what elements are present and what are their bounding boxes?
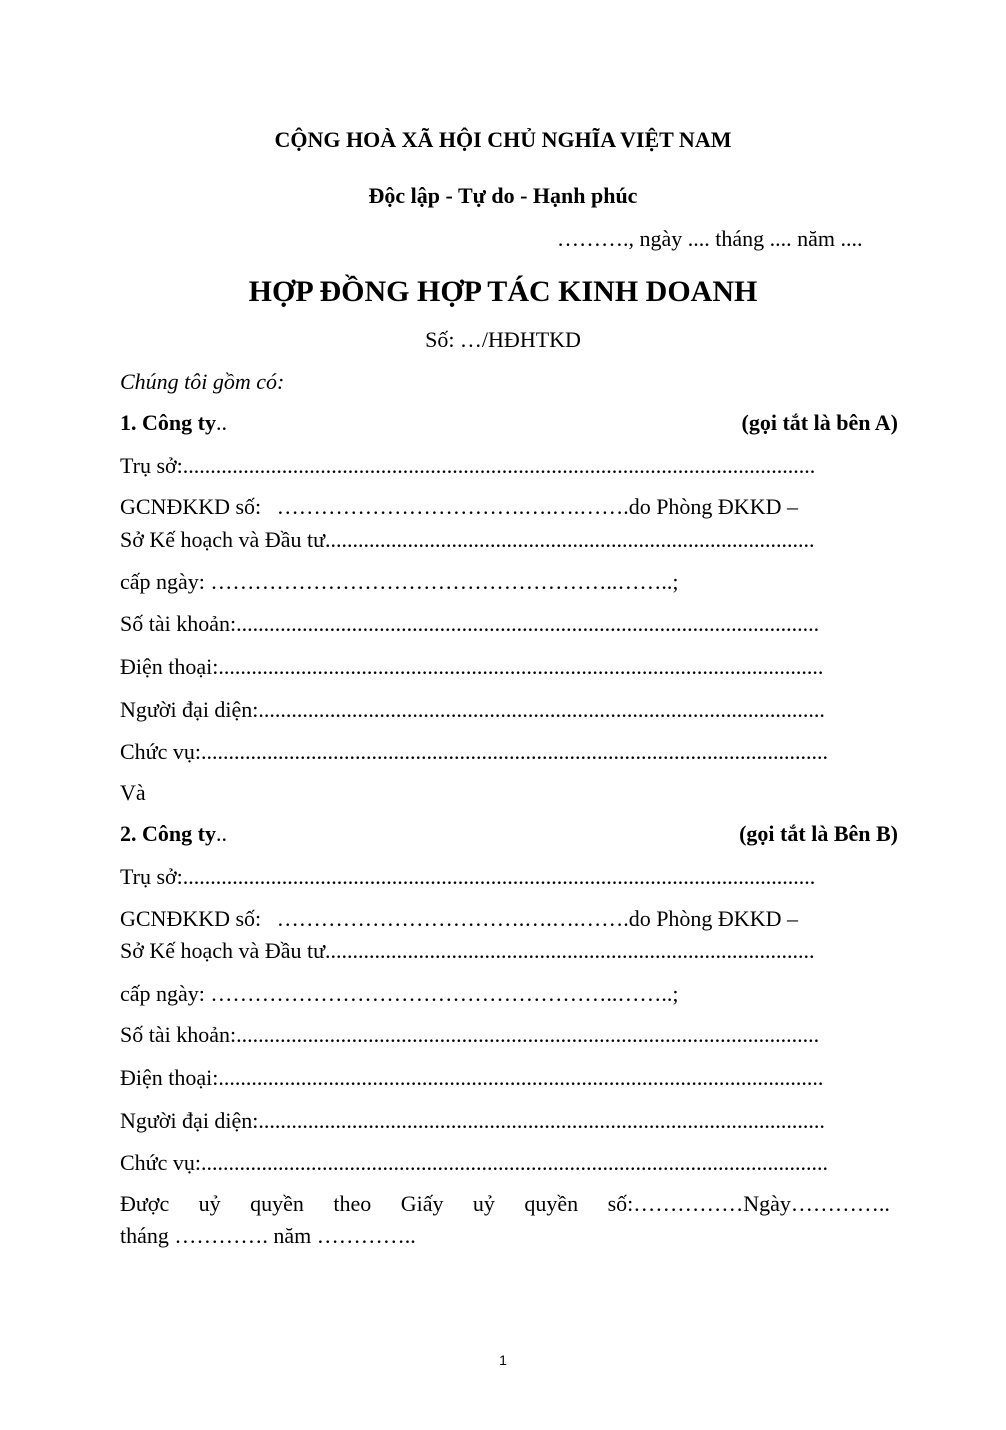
party-b-gcn-dots: …………………………….….….……. (276, 906, 629, 931)
auth-word: quyền (250, 1191, 304, 1216)
date-line: ………., ngày .... tháng .... năm .... (557, 226, 863, 251)
party-b-company-dots: .. (215, 821, 227, 846)
party-b-department: Sở Kế hoạch và Đầu tư......................................................................................... (120, 938, 815, 963)
party-a-alias: (gọi tắt là bên A) (741, 410, 898, 435)
party-b-account: Số tài khoản:.......................................................................................................... (120, 1022, 820, 1047)
auth-word: quyền (524, 1191, 579, 1216)
party-a-gcn-issuer: do Phòng ĐKKD – (628, 494, 798, 519)
party-a-company (120, 410, 898, 436)
contract-number: Số: …/HĐHTKD (425, 327, 581, 352)
party-a-issue-date: cấp ngày: ………………………………………………..……..; (120, 569, 679, 594)
auth-word: uỷ (198, 1191, 221, 1216)
auth-word: Giấy (400, 1191, 444, 1216)
auth-word: theo (333, 1191, 372, 1216)
party-a-gcn (120, 494, 887, 520)
contract-title: HỢP ĐỒNG HỢP TÁC KINH DOANH (248, 275, 758, 308)
party-a-account: Số tài khoản:.......................................................................................................... (120, 611, 820, 636)
party-a-department: Sở Kế hoạch và Đầu tư......................................................................................... (120, 527, 815, 552)
intro-text: Chúng tôi gồm có: (120, 369, 285, 394)
party-a-address: Trụ sở:................................................................................................................... (120, 453, 816, 478)
motto: Độc lập - Tự do - Hạnh phúc (368, 183, 638, 208)
party-a-position: Chức vụ:.................................................................................................................. (120, 739, 828, 764)
and-word: Và (120, 780, 146, 805)
party-b-company-label: 2. Công ty (120, 821, 216, 846)
party-b-gcn (120, 906, 887, 932)
party-b-authorization (120, 1191, 890, 1217)
party-a-gcn-label: GCNĐKKD số: (120, 494, 262, 519)
party-b-address: Trụ sở:................................................................................................................... (120, 864, 816, 889)
party-a-gcn-dots: …………………………….….….……. (276, 494, 629, 519)
party-a-phone: Điện thoại:.............................................................................................................. (120, 654, 824, 679)
party-b-alias: (gọi tắt là Bên B) (739, 821, 898, 846)
party-a-company-label: 1. Công ty (120, 410, 216, 435)
party-a-company-dots: .. (215, 410, 227, 435)
party-a-representative: Người đại diện:....................................................................................................... (120, 697, 825, 722)
auth-word: số:……………Ngày………….. (607, 1191, 890, 1216)
party-b-representative: Người đại diện:....................................................................................................... (120, 1108, 825, 1133)
party-b-authorization-date: tháng …………. năm ………….. (120, 1223, 416, 1248)
party-b-issue-date: cấp ngày: ………………………………………………..……..; (120, 981, 679, 1006)
party-b-company (120, 821, 898, 847)
party-b-position: Chức vụ:.................................................................................................................. (120, 1150, 828, 1175)
party-b-gcn-issuer: do Phòng ĐKKD – (628, 906, 798, 931)
auth-word: Được (120, 1191, 170, 1216)
national-title: CỘNG HOÀ XÃ HỘI CHỦ NGHĨA VIỆT NAM (274, 127, 732, 152)
party-b-phone: Điện thoại:.............................................................................................................. (120, 1065, 824, 1090)
page-number: 1 (499, 1352, 507, 1368)
auth-word: uỷ (472, 1191, 495, 1216)
party-b-gcn-label: GCNĐKKD số: (120, 906, 262, 931)
